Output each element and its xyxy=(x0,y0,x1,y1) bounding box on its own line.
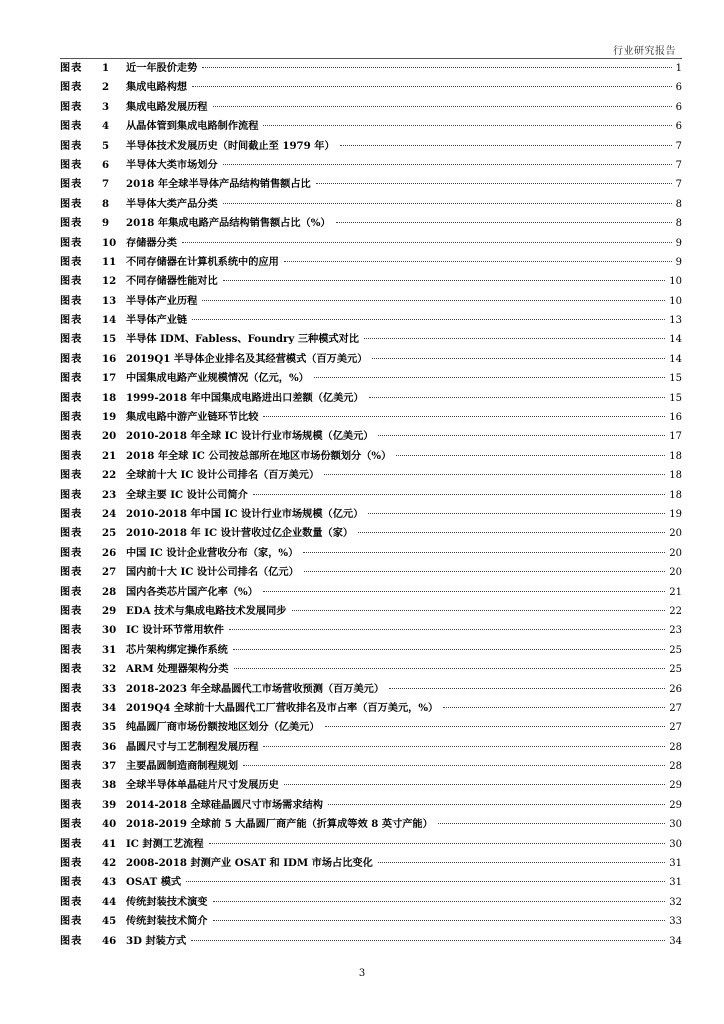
toc-figure-number: 34 xyxy=(102,701,117,714)
toc-figure-label: 图表 xyxy=(60,546,83,559)
toc-page-number[interactable]: 6 xyxy=(675,82,682,94)
toc-figure-number: 45 xyxy=(102,915,117,928)
toc-figure-label: 图表 xyxy=(60,701,83,714)
toc-page-number[interactable]: 20 xyxy=(669,528,682,540)
toc-figure-title[interactable]: 2010-2018 年 IC 设计营收过亿企业数量（家） xyxy=(126,527,354,540)
toc-figure-title[interactable]: 半导体产业链 xyxy=(126,314,188,327)
toc-figure-title[interactable]: 从晶体管到集成电路制作流程 xyxy=(126,120,259,133)
toc-figure-label: 图表 xyxy=(60,314,83,327)
toc-figure-label: 图表 xyxy=(60,197,83,210)
toc-entry[interactable] xyxy=(60,486,682,505)
toc-page-number[interactable]: 6 xyxy=(675,101,682,113)
toc-entry[interactable] xyxy=(60,369,682,388)
toc-page-number[interactable]: 9 xyxy=(675,237,682,249)
toc-figure-number: 16 xyxy=(102,352,117,365)
toc-entry[interactable] xyxy=(60,408,682,427)
toc-page-number[interactable]: 26 xyxy=(669,683,682,695)
toc-entry[interactable] xyxy=(60,117,682,136)
toc-entry[interactable] xyxy=(60,563,682,582)
toc-figure-label: 图表 xyxy=(60,178,83,191)
toc-figure-title[interactable]: 存储器分类 xyxy=(126,236,177,249)
toc-entry[interactable] xyxy=(60,427,682,446)
toc-dot-leader xyxy=(213,901,666,902)
toc-page-number[interactable]: 8 xyxy=(675,198,682,210)
toc-figure-label: 图表 xyxy=(60,333,83,346)
toc-dot-leader xyxy=(303,552,665,553)
toc-page-number[interactable]: 14 xyxy=(669,353,682,365)
toc-figure-number: 11 xyxy=(102,255,117,268)
toc-entry[interactable] xyxy=(60,641,682,660)
toc-figure-title[interactable]: 半导体 IDM、Fabless、Foundry 三种模式对比 xyxy=(126,333,359,346)
toc-entry[interactable] xyxy=(60,98,682,117)
toc-figure-title[interactable]: 晶圆尺寸与工艺制程发展历程 xyxy=(126,740,259,753)
toc-dot-leader xyxy=(324,474,665,475)
toc-figure-number: 36 xyxy=(102,740,117,753)
toc-page-number[interactable]: 16 xyxy=(669,412,682,424)
toc-figure-title[interactable]: 传统封装技术简介 xyxy=(126,915,208,928)
toc-figure-title[interactable]: 全球半导体单晶硅片尺寸发展历史 xyxy=(126,779,279,792)
toc-figure-number: 18 xyxy=(102,391,117,404)
toc-dot-leader xyxy=(253,494,665,495)
toc-figure-title[interactable]: 中国 IC 设计企业营收分布（家，%） xyxy=(126,546,299,559)
toc-figure-number: 5 xyxy=(102,139,110,152)
toc-figure-label: 图表 xyxy=(60,721,83,734)
toc-figure-label: 图表 xyxy=(60,837,83,850)
toc-entry[interactable] xyxy=(60,253,682,272)
toc-figure-label: 图表 xyxy=(60,469,83,482)
toc-page-number[interactable]: 23 xyxy=(669,625,682,637)
toc-entry[interactable] xyxy=(60,447,682,466)
toc-figure-number: 35 xyxy=(102,721,117,734)
toc-figure-label: 图表 xyxy=(60,857,83,870)
toc-page-number[interactable]: 30 xyxy=(669,819,682,831)
toc-figure-label: 图表 xyxy=(60,779,83,792)
toc-figure-label: 图表 xyxy=(60,663,83,676)
toc-dot-leader xyxy=(202,67,671,68)
toc-figure-number: 31 xyxy=(102,643,117,656)
toc-page-number[interactable]: 28 xyxy=(669,761,682,773)
toc-dot-leader xyxy=(243,765,665,766)
toc-figure-number: 26 xyxy=(102,546,117,559)
toc-dot-leader xyxy=(372,358,665,359)
toc-entry[interactable] xyxy=(60,59,682,78)
toc-page-number[interactable]: 18 xyxy=(669,489,682,501)
toc-page-number[interactable]: 25 xyxy=(669,664,682,676)
toc-entry[interactable] xyxy=(60,893,682,912)
toc-figure-number: 22 xyxy=(102,469,117,482)
toc-dot-leader xyxy=(336,222,672,223)
toc-figure-title[interactable]: 全球主要 IC 设计公司简介 xyxy=(126,488,248,501)
toc-page-number[interactable]: 32 xyxy=(669,896,682,908)
toc-figure-number: 12 xyxy=(102,275,117,288)
toc-figure-label: 图表 xyxy=(60,81,83,94)
toc-figure-title[interactable]: 主要晶圆制造商制程规划 xyxy=(126,760,239,773)
toc-figure-number: 8 xyxy=(102,197,110,210)
toc-dot-leader xyxy=(396,455,665,456)
toc-entry[interactable] xyxy=(60,776,682,795)
toc-figure-title[interactable]: 芯片架构绑定操作系统 xyxy=(126,643,228,656)
toc-figure-title[interactable]: 3D 封装方式 xyxy=(126,934,187,947)
toc-page-number[interactable]: 19 xyxy=(669,508,682,520)
toc-figure-title[interactable]: 1999-2018 年中国集成电路进出口差额（亿美元） xyxy=(126,391,364,404)
toc-page-number[interactable]: 31 xyxy=(669,877,682,889)
toc-figure-number: 42 xyxy=(102,857,117,870)
toc-dot-leader xyxy=(438,823,665,824)
toc-figure-number: 44 xyxy=(102,895,117,908)
toc-figure-title[interactable]: 半导体大类市场划分 xyxy=(126,158,218,171)
toc-entry[interactable] xyxy=(60,330,682,349)
toc-dot-leader xyxy=(368,513,665,514)
toc-figure-title[interactable]: 2019Q1 半导体企业排名及其经营模式（百万美元） xyxy=(126,352,368,365)
toc-figure-number: 37 xyxy=(102,760,117,773)
toc-entry[interactable] xyxy=(60,195,682,214)
toc-figure-label: 图表 xyxy=(60,895,83,908)
toc-figure-label: 图表 xyxy=(60,585,83,598)
toc-figure-label: 图表 xyxy=(60,449,83,462)
toc-figure-title[interactable]: 2008-2018 封测产业 OSAT 和 IDM 市场占比变化 xyxy=(126,857,373,870)
toc-figure-title[interactable]: IC 设计环节常用软件 xyxy=(126,624,224,637)
toc-entry[interactable] xyxy=(60,156,682,175)
toc-figure-number: 24 xyxy=(102,507,117,520)
toc-page-number[interactable]: 6 xyxy=(675,121,682,133)
toc-dot-leader xyxy=(263,416,665,417)
toc-entry[interactable] xyxy=(60,699,682,718)
toc-page-number[interactable]: 29 xyxy=(669,799,682,811)
toc-figure-number: 14 xyxy=(102,314,117,327)
toc-dot-leader xyxy=(213,920,666,921)
toc-dot-leader xyxy=(192,319,665,320)
toc-page-number[interactable]: 14 xyxy=(669,334,682,346)
toc-figure-title[interactable]: 2018-2023 年全球晶圆代工市场营收预测（百万美元） xyxy=(126,682,385,695)
toc-figure-label: 图表 xyxy=(60,818,83,831)
toc-entry[interactable] xyxy=(60,932,682,951)
toc-figure-title[interactable]: 2018-2019 全球前 5 大晶圆厂商产能（折算成等效 8 英寸产能） xyxy=(126,818,433,831)
toc-figure-title[interactable]: 不同存储器在计算机系统中的应用 xyxy=(126,255,279,268)
toc-dot-leader xyxy=(223,203,672,204)
toc-figure-number: 28 xyxy=(102,585,117,598)
toc-figure-number: 9 xyxy=(102,217,110,230)
toc-figure-number: 38 xyxy=(102,779,117,792)
toc-entry[interactable] xyxy=(60,389,682,408)
toc-figure-label: 图表 xyxy=(60,255,83,268)
toc-entry[interactable] xyxy=(60,78,682,97)
toc-dot-leader xyxy=(209,843,666,844)
toc-entry[interactable] xyxy=(60,602,682,621)
figure-table-of-contents xyxy=(60,59,682,951)
toc-figure-number: 13 xyxy=(102,294,117,307)
toc-entry[interactable] xyxy=(60,524,682,543)
toc-page-number[interactable]: 31 xyxy=(669,858,682,870)
toc-dot-leader xyxy=(378,862,665,863)
toc-figure-label: 图表 xyxy=(60,934,83,947)
toc-page-number[interactable]: 27 xyxy=(669,722,682,734)
toc-dot-leader xyxy=(234,668,666,669)
toc-figure-label: 图表 xyxy=(60,682,83,695)
toc-figure-label: 图表 xyxy=(60,643,83,656)
toc-dot-leader xyxy=(364,338,665,339)
toc-entry[interactable] xyxy=(60,505,682,524)
toc-page-number[interactable]: 7 xyxy=(675,179,682,191)
toc-figure-number: 40 xyxy=(102,818,117,831)
toc-dot-leader xyxy=(328,804,665,805)
toc-entry[interactable] xyxy=(60,234,682,253)
toc-entry[interactable] xyxy=(60,815,682,834)
toc-figure-number: 3 xyxy=(102,100,110,113)
toc-entry[interactable] xyxy=(60,854,682,873)
toc-figure-number: 32 xyxy=(102,663,117,676)
toc-figure-title[interactable]: 2019Q4 全球前十大晶圆代工厂营收排名及市占率（百万美元，%） xyxy=(126,701,439,714)
toc-page-number[interactable]: 10 xyxy=(669,295,682,307)
toc-figure-number: 19 xyxy=(102,411,117,424)
toc-figure-number: 30 xyxy=(102,624,117,637)
toc-figure-label: 图表 xyxy=(60,798,83,811)
toc-page-number[interactable]: 15 xyxy=(669,373,682,385)
toc-figure-title[interactable]: 2014-2018 全球硅晶圆尺寸市场需求结构 xyxy=(126,798,323,811)
toc-page-number[interactable]: 13 xyxy=(669,315,682,327)
toc-figure-label: 图表 xyxy=(60,275,83,288)
toc-entry[interactable] xyxy=(60,272,682,291)
toc-figure-number: 20 xyxy=(102,430,117,443)
toc-dot-leader xyxy=(284,261,672,262)
toc-figure-title[interactable]: EDA 技术与集成电路技术发展同步 xyxy=(126,604,287,617)
toc-dot-leader xyxy=(191,940,665,941)
toc-dot-leader xyxy=(378,435,665,436)
toc-figure-label: 图表 xyxy=(60,158,83,171)
toc-dot-leader xyxy=(325,726,666,727)
toc-figure-title[interactable]: 2018 年全球半导体产品结构销售额占比 xyxy=(126,178,311,191)
toc-figure-label: 图表 xyxy=(60,488,83,501)
toc-figure-title[interactable]: 中国集成电路产业规模情况（亿元，%） xyxy=(126,372,309,385)
toc-page-number[interactable]: 29 xyxy=(669,780,682,792)
toc-page-number[interactable]: 34 xyxy=(669,935,682,947)
toc-figure-number: 10 xyxy=(102,236,117,249)
toc-dot-leader xyxy=(192,86,672,87)
toc-figure-number: 43 xyxy=(102,876,117,889)
toc-entry[interactable] xyxy=(60,660,682,679)
toc-page-number[interactable]: 18 xyxy=(669,470,682,482)
page-header-title: 行业研究报告 xyxy=(613,46,676,57)
toc-figure-number: 4 xyxy=(102,120,110,133)
toc-dot-leader xyxy=(358,532,665,533)
toc-figure-number: 41 xyxy=(102,837,117,850)
toc-entry[interactable] xyxy=(60,757,682,776)
toc-page-number[interactable]: 22 xyxy=(669,605,682,617)
toc-entry[interactable] xyxy=(60,680,682,699)
toc-entry[interactable] xyxy=(60,175,682,194)
toc-page-number[interactable]: 25 xyxy=(669,644,682,656)
toc-page-number[interactable]: 20 xyxy=(669,547,682,559)
toc-figure-label: 图表 xyxy=(60,915,83,928)
toc-figure-title[interactable]: 纯晶圆厂商市场份额按地区划分（亿美元） xyxy=(126,721,320,734)
toc-entry[interactable] xyxy=(60,466,682,485)
toc-dot-leader xyxy=(263,746,665,747)
toc-figure-number: 17 xyxy=(102,372,117,385)
toc-dot-leader xyxy=(213,106,672,107)
toc-page-number[interactable]: 33 xyxy=(669,916,682,928)
toc-figure-title[interactable]: 2018 年全球 IC 公司按总部所在地区市场份额划分（%） xyxy=(126,449,392,462)
toc-figure-title[interactable]: 传统封装技术演变 xyxy=(126,895,208,908)
toc-entry[interactable] xyxy=(60,621,682,640)
toc-figure-title[interactable]: 2018 年集成电路产品结构销售额占比（%） xyxy=(126,217,331,230)
toc-page-number[interactable]: 7 xyxy=(675,159,682,171)
toc-dot-leader xyxy=(182,242,672,243)
toc-dot-leader xyxy=(263,125,671,126)
toc-dot-leader xyxy=(263,591,665,592)
toc-figure-number: 33 xyxy=(102,682,117,695)
toc-figure-number: 15 xyxy=(102,333,117,346)
toc-figure-label: 图表 xyxy=(60,391,83,404)
toc-dot-leader xyxy=(316,183,672,184)
toc-figure-label: 图表 xyxy=(60,62,83,74)
toc-page-number[interactable]: 8 xyxy=(675,218,682,230)
toc-dot-leader xyxy=(340,145,672,146)
toc-page-number[interactable]: 18 xyxy=(669,450,682,462)
toc-figure-title[interactable]: 半导体产业历程 xyxy=(126,294,198,307)
toc-figure-number: 2 xyxy=(102,81,110,94)
toc-page-number[interactable]: 27 xyxy=(669,702,682,714)
toc-figure-number: 1 xyxy=(102,62,110,74)
toc-figure-title[interactable]: 集成电路中游产业链环节比较 xyxy=(126,411,259,424)
toc-figure-label: 图表 xyxy=(60,566,83,579)
toc-figure-number: 39 xyxy=(102,798,117,811)
toc-figure-number: 7 xyxy=(102,178,110,191)
toc-page-number[interactable]: 21 xyxy=(669,586,682,598)
toc-entry[interactable] xyxy=(60,350,682,369)
toc-dot-leader xyxy=(223,164,672,165)
toc-entry[interactable] xyxy=(60,796,682,815)
toc-figure-label: 图表 xyxy=(60,740,83,753)
toc-page-number[interactable]: 28 xyxy=(669,741,682,753)
toc-dot-leader xyxy=(229,629,665,630)
toc-page-number[interactable]: 30 xyxy=(669,838,682,850)
toc-figure-number: 46 xyxy=(102,934,117,947)
toc-entry[interactable] xyxy=(60,738,682,757)
toc-figure-title[interactable]: 半导体技术发展历史（时间截止至 1979 年） xyxy=(126,139,335,152)
toc-figure-title[interactable]: IC 封测工艺流程 xyxy=(126,837,204,850)
toc-figure-number: 21 xyxy=(102,449,117,462)
toc-figure-title[interactable]: 集成电路构想 xyxy=(126,81,188,94)
page-number: 3 xyxy=(358,968,366,979)
toc-figure-title[interactable]: 不同存储器性能对比 xyxy=(126,275,218,288)
toc-figure-label: 图表 xyxy=(60,430,83,443)
toc-entry[interactable] xyxy=(60,873,682,892)
toc-dot-leader xyxy=(304,571,665,572)
toc-figure-title[interactable]: 2010-2018 年全球 IC 设计行业市场规模（亿美元） xyxy=(126,430,374,443)
toc-dot-leader xyxy=(314,377,665,378)
toc-page-number[interactable]: 7 xyxy=(675,140,682,152)
toc-entry[interactable] xyxy=(60,835,682,854)
toc-figure-title[interactable]: 集成电路发展历程 xyxy=(126,100,208,113)
toc-figure-title[interactable]: 近一年股价走势 xyxy=(126,62,198,74)
toc-entry[interactable] xyxy=(60,544,682,563)
toc-figure-label: 图表 xyxy=(60,139,83,152)
toc-dot-leader xyxy=(186,881,665,882)
toc-figure-title[interactable]: 国内前十大 IC 设计公司排名（亿元） xyxy=(126,566,299,579)
toc-figure-label: 图表 xyxy=(60,217,83,230)
toc-dot-leader xyxy=(443,707,665,708)
toc-page-number[interactable]: 20 xyxy=(669,567,682,579)
toc-figure-number: 29 xyxy=(102,604,117,617)
toc-dot-leader xyxy=(233,649,665,650)
toc-dot-leader xyxy=(292,610,666,611)
toc-figure-label: 图表 xyxy=(60,507,83,520)
toc-entry[interactable] xyxy=(60,718,682,737)
toc-figure-title[interactable]: OSAT 模式 xyxy=(126,876,182,889)
toc-figure-label: 图表 xyxy=(60,294,83,307)
toc-entry[interactable] xyxy=(60,311,682,330)
toc-figure-label: 图表 xyxy=(60,120,83,133)
toc-dot-leader xyxy=(202,300,665,301)
toc-figure-label: 图表 xyxy=(60,604,83,617)
toc-figure-label: 图表 xyxy=(60,236,83,249)
toc-page-number[interactable]: 1 xyxy=(675,63,682,74)
toc-figure-label: 图表 xyxy=(60,372,83,385)
toc-figure-number: 6 xyxy=(102,158,110,171)
toc-figure-label: 图表 xyxy=(60,624,83,637)
toc-figure-title[interactable]: 2010-2018 年中国 IC 设计行业市场规模（亿元） xyxy=(126,507,364,520)
toc-dot-leader xyxy=(389,688,665,689)
toc-figure-label: 图表 xyxy=(60,411,83,424)
toc-figure-title[interactable]: 全球前十大 IC 设计公司排名（百万美元） xyxy=(126,469,320,482)
toc-figure-title[interactable]: 半导体大类产品分类 xyxy=(126,197,218,210)
toc-dot-leader xyxy=(369,397,666,398)
toc-entry[interactable] xyxy=(60,214,682,233)
toc-figure-number: 25 xyxy=(102,527,117,540)
toc-dot-leader xyxy=(223,280,666,281)
toc-figure-label: 图表 xyxy=(60,876,83,889)
toc-entry[interactable] xyxy=(60,912,682,931)
toc-figure-label: 图表 xyxy=(60,100,83,113)
toc-entry[interactable] xyxy=(60,583,682,602)
toc-figure-title[interactable]: ARM 处理器架构分类 xyxy=(126,663,229,676)
toc-entry[interactable] xyxy=(60,292,682,311)
toc-page-number[interactable]: 17 xyxy=(669,431,682,443)
toc-entry[interactable] xyxy=(60,137,682,156)
toc-page-number[interactable]: 15 xyxy=(669,392,682,404)
toc-figure-label: 图表 xyxy=(60,760,83,773)
toc-page-number[interactable]: 9 xyxy=(675,256,682,268)
toc-dot-leader xyxy=(284,784,665,785)
toc-page-number[interactable]: 10 xyxy=(669,276,682,288)
toc-figure-label: 图表 xyxy=(60,527,83,540)
toc-figure-number: 27 xyxy=(102,566,117,579)
toc-figure-number: 23 xyxy=(102,488,117,501)
toc-figure-title[interactable]: 国内各类芯片国产化率（%） xyxy=(126,585,258,598)
toc-figure-label: 图表 xyxy=(60,352,83,365)
